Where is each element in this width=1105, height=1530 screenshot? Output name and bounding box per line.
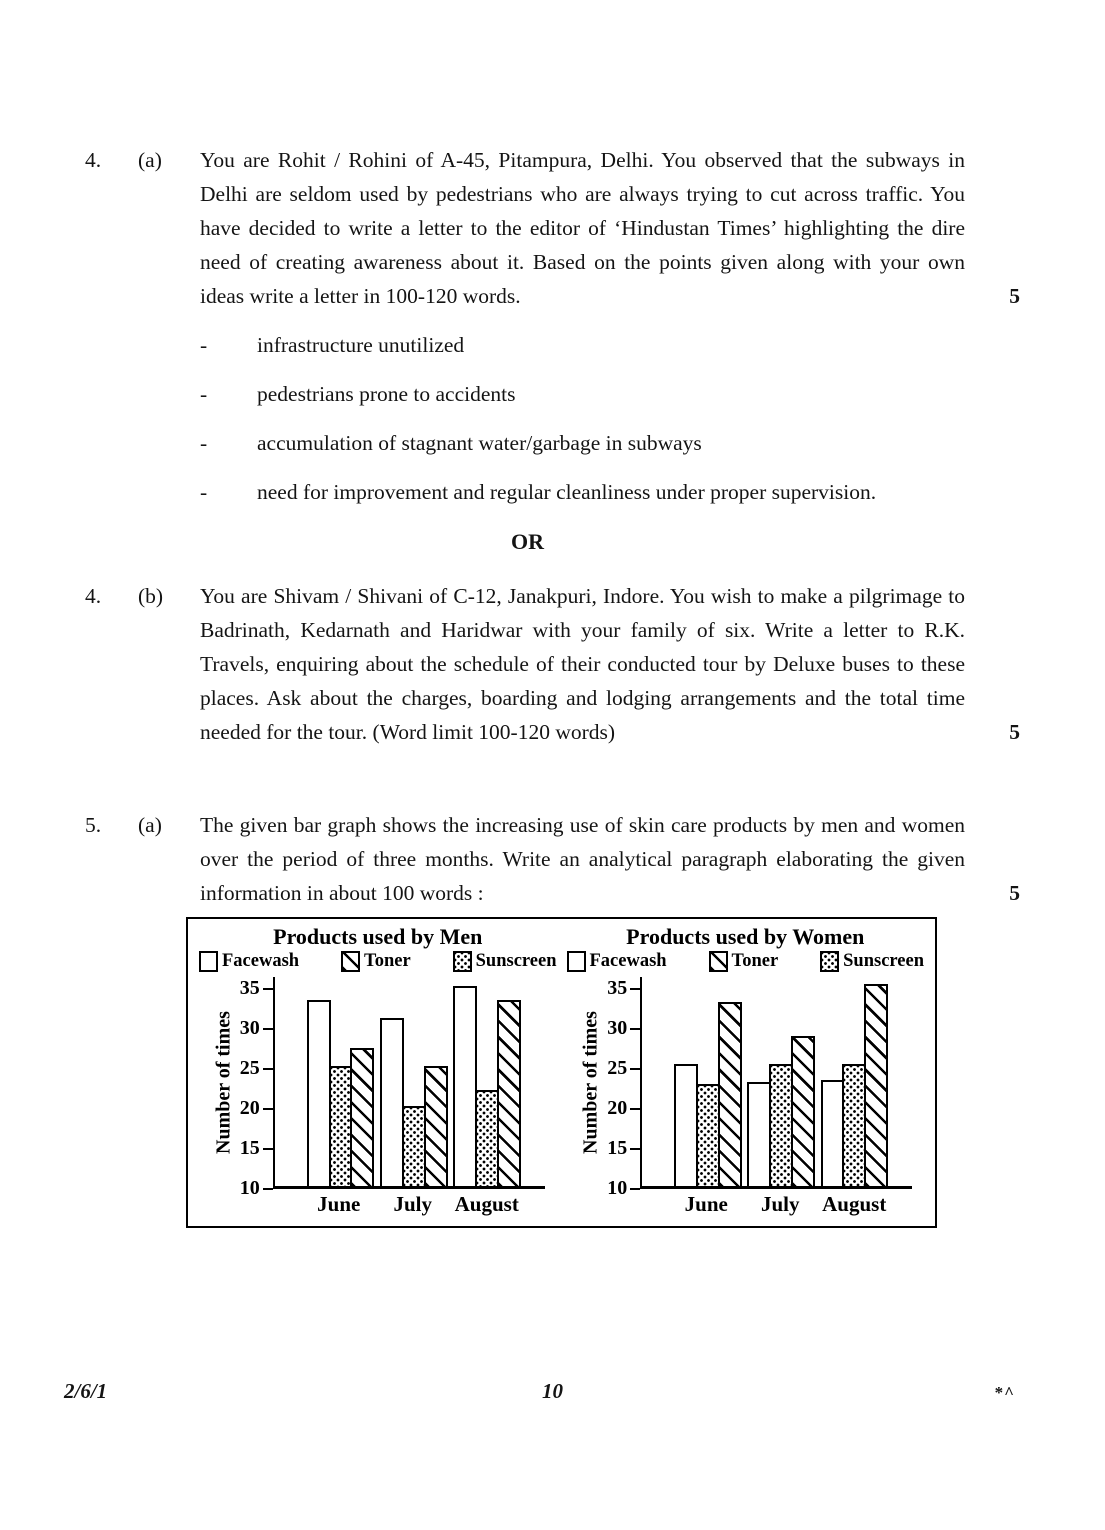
- bar-women-august-toner: [864, 984, 888, 1186]
- y-tick-label: 35: [607, 977, 628, 999]
- bullet-text: infrastructure unutilized: [257, 333, 465, 357]
- plot-area: [211, 977, 545, 1199]
- chart-title: Products used by Men: [273, 924, 483, 949]
- y-tick-mark: [630, 1068, 640, 1071]
- bar-men-august-facewash: [453, 986, 477, 1186]
- list-item: [200, 475, 1020, 509]
- y-tick-label: 15: [239, 1137, 260, 1159]
- question-row: [85, 143, 1020, 313]
- y-axis: [237, 977, 273, 1199]
- or-separator: OR: [511, 529, 544, 554]
- y-tick-mark: [263, 1028, 273, 1031]
- plot-canvas: [273, 977, 545, 1189]
- list-item: [200, 328, 1020, 362]
- bar-men-july-toner: [424, 1066, 448, 1186]
- y-tick-mark: [630, 1148, 640, 1151]
- y-tick-label: 10: [607, 1177, 628, 1199]
- question-4b: [85, 579, 1020, 749]
- y-axis-title: Number of times: [579, 1011, 602, 1155]
- y-axis: [604, 977, 640, 1199]
- y-tick-label: 30: [239, 1017, 260, 1039]
- bar-women-july-toner: [791, 1036, 815, 1186]
- bullet-dash: -: [200, 333, 208, 357]
- x-axis-labels: [272, 1192, 546, 1217]
- marks-value: 5: [1009, 720, 1020, 744]
- chart-legend: [562, 951, 930, 972]
- bar-men-august-toner: [497, 1000, 521, 1186]
- bar-men-july-sunscreen: [402, 1106, 426, 1186]
- legend-swatch-dots-icon: [453, 951, 472, 972]
- bar-men-june-toner: [350, 1048, 374, 1186]
- paper-code: 2/6/1: [64, 1379, 108, 1403]
- bar-group-june: [307, 1000, 375, 1186]
- chart-figure: [186, 917, 937, 1228]
- page-content: [85, 143, 1020, 1228]
- points-list: [200, 328, 1020, 509]
- question-5a: [85, 808, 1020, 910]
- y-tick-mark: [263, 1108, 273, 1111]
- question-part-label: (b): [138, 584, 164, 608]
- y-tick-label: 30: [607, 1017, 628, 1039]
- bar-group-june: [674, 1002, 742, 1186]
- legend-item-facewash: [199, 951, 299, 972]
- y-tick-label: 25: [607, 1057, 628, 1079]
- question-number: 4.: [85, 584, 102, 608]
- bullet-dash: -: [200, 431, 208, 455]
- bar-women-august-facewash: [821, 1080, 845, 1186]
- bar-men-june-sunscreen: [329, 1066, 353, 1186]
- legend-label: Sunscreen: [843, 951, 924, 971]
- x-label-june: June: [317, 1192, 361, 1216]
- legend-swatch-plain-icon: [567, 951, 586, 972]
- legend-label: Facewash: [222, 951, 300, 971]
- legend-item-sunscreen: [820, 951, 924, 972]
- x-label-june: June: [684, 1192, 728, 1216]
- bullet-text: accumulation of stagnant water/garbage in subways: [257, 431, 702, 455]
- question-text: You are Rohit / Rohini of A-45, Pitampura, Delhi. You observed that the subways in Delhi are seldom used by pedestrians who are always trying to cut across traffic. You have decided to write a letter to the editor of ‘Hindustan Times’ highlighting the dire need of creating awareness about it. Based on the points given along with your own ideas write a letter in 100-120 words.: [200, 148, 965, 308]
- legend-swatch-plain-icon: [199, 951, 218, 972]
- y-tick-mark: [630, 1108, 640, 1111]
- question-number: 5.: [85, 813, 102, 837]
- y-tick-mark: [630, 988, 640, 991]
- bullet-dash: -: [200, 382, 208, 406]
- legend-swatch-diagonal-icon: [341, 951, 360, 972]
- legend-swatch-dots-icon: [820, 951, 839, 972]
- list-item: [200, 426, 1020, 460]
- y-axis-title: Number of times: [212, 1011, 235, 1155]
- y-tick-label: 20: [239, 1097, 260, 1119]
- bar-men-june-facewash: [307, 1000, 331, 1186]
- bar-men-july-facewash: [380, 1018, 404, 1186]
- list-item: [200, 377, 1020, 411]
- bullet-text: pedestrians prone to accidents: [257, 382, 516, 406]
- y-tick-label: 20: [607, 1097, 628, 1119]
- plot-area: [578, 977, 912, 1199]
- bullet-dash: -: [200, 480, 208, 504]
- question-row: [85, 808, 1020, 910]
- bar-group-july: [380, 1018, 448, 1186]
- chart-title: Products used by Women: [626, 924, 865, 949]
- legend-label: Toner: [364, 951, 411, 971]
- bar-groups: [642, 977, 912, 1186]
- y-tick-mark: [263, 1068, 273, 1071]
- legend-item-toner: [709, 951, 779, 972]
- bar-group-july: [747, 1036, 815, 1186]
- legend-item-toner: [341, 951, 411, 972]
- question-part-label: (a): [138, 148, 162, 172]
- y-tick-mark: [263, 1148, 273, 1151]
- x-label-july: July: [393, 1192, 432, 1216]
- bullet-text: need for improvement and regular cleanliness under proper supervision.: [257, 480, 877, 504]
- y-tick-mark: [630, 1188, 640, 1191]
- legend-label: Sunscreen: [475, 951, 557, 971]
- bar-group-august: [821, 984, 889, 1186]
- legend-label: Facewash: [589, 951, 667, 971]
- bar-women-june-facewash: [674, 1064, 698, 1186]
- x-axis-labels: [639, 1192, 913, 1217]
- bar-groups: [275, 977, 545, 1186]
- marks-value: 5: [1009, 881, 1020, 905]
- y-tick-mark: [263, 988, 273, 991]
- plot-canvas: [640, 977, 912, 1189]
- page-footer: [0, 1376, 1105, 1410]
- question-part-label: (a): [138, 813, 162, 837]
- bar-women-august-sunscreen: [842, 1064, 866, 1186]
- legend-label: Toner: [731, 951, 779, 971]
- question-text: You are Shivam / Shivani of C-12, Janakpuri, Indore. You wish to make a pilgrimage to Badrinath, Kedarnath and Haridwar with your family of six. Write a letter to R.K. Travels, enquiring about the schedule of their conducted tour by Deluxe buses to these places. Ask about the charges, boarding and lodging arrangements and the total time needed for the tour. (Word limit 100-120 words): [200, 584, 965, 744]
- page-number: 10: [542, 1379, 563, 1403]
- x-label-august: August: [822, 1192, 887, 1216]
- bar-men-august-sunscreen: [475, 1090, 499, 1186]
- y-tick-mark: [630, 1028, 640, 1031]
- marks-value: 5: [1009, 284, 1020, 308]
- x-label-august: August: [454, 1192, 519, 1216]
- y-tick-label: 35: [239, 977, 260, 999]
- legend-item-facewash: [567, 951, 667, 972]
- x-label-july: July: [760, 1192, 800, 1216]
- question-number: 4.: [85, 148, 102, 172]
- question-4a: [85, 143, 1020, 509]
- y-tick-label: 15: [607, 1137, 628, 1159]
- legend-swatch-diagonal-icon: [709, 951, 728, 972]
- bar-chart-men: [194, 924, 562, 1224]
- y-tick-label: 25: [239, 1057, 260, 1079]
- bar-women-july-sunscreen: [769, 1064, 793, 1186]
- footer-mark: *^: [994, 1383, 1015, 1402]
- legend-item-sunscreen: [453, 951, 557, 972]
- bar-chart-women: [562, 924, 930, 1224]
- bar-group-august: [453, 986, 521, 1186]
- bar-women-june-sunscreen: [696, 1084, 720, 1186]
- y-tick-mark: [263, 1188, 273, 1191]
- y-tick-label: 10: [239, 1177, 260, 1199]
- chart-legend: [194, 951, 562, 972]
- question-row: [85, 579, 1020, 749]
- bar-women-june-toner: [718, 1002, 742, 1186]
- bar-women-july-facewash: [747, 1082, 771, 1186]
- question-text: The given bar graph shows the increasing use of skin care products by men and women over the period of three months. Write an analytical paragraph elaborating the given information in about 100 words :: [200, 813, 965, 905]
